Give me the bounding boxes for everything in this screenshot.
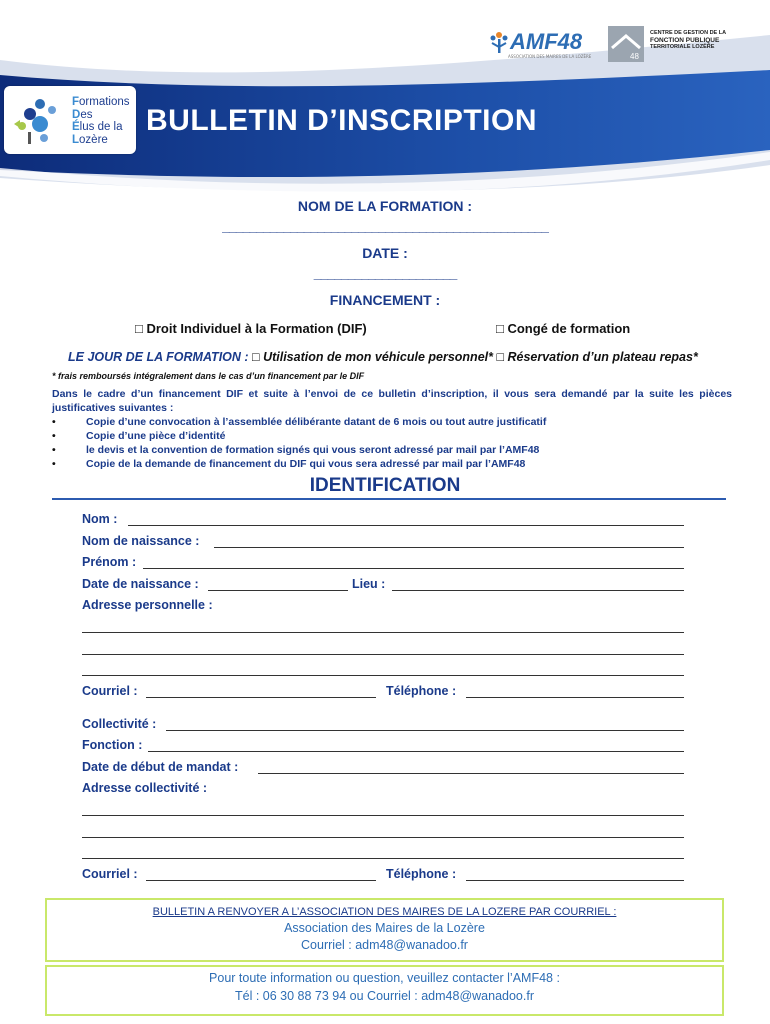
lieu-field[interactable] <box>392 590 684 591</box>
amf-logo-subtitle: ASSOCIATION DES MAIRES DE LA LOZÈRE <box>508 54 592 59</box>
jour-formation <box>68 350 698 364</box>
date-mandat-label: Date de début de mandat : <box>82 760 239 774</box>
cdg-logo <box>608 26 728 66</box>
renvoi-box <box>45 898 724 962</box>
fonction-label: Fonction : <box>82 738 143 752</box>
pieces-list <box>52 415 546 471</box>
telephone-perso-label: Téléphone : <box>386 684 457 698</box>
formation-name-field[interactable]: ________________________________________________ <box>222 218 548 234</box>
page-title: BULLETIN D’INSCRIPTION <box>146 104 537 137</box>
financement-label: FINANCEMENT : <box>329 292 441 308</box>
adresse-collectivite-line-2[interactable] <box>82 837 684 838</box>
courriel-perso-label: Courriel : <box>82 684 138 698</box>
date-naissance-field[interactable] <box>208 590 348 591</box>
adresse-perso-line-2[interactable] <box>82 654 684 655</box>
adresse-perso-label: Adresse personnelle : <box>82 598 213 612</box>
collectivite-label: Collectivité : <box>82 717 157 731</box>
list-item: • Copie d’une pièce d’identité <box>52 429 546 443</box>
nom-label: Nom : <box>82 512 118 526</box>
formation-name-label: NOM DE LA FORMATION : <box>297 198 473 214</box>
telephone-collectivite-label: Téléphone : <box>386 867 457 881</box>
amf-tree-icon <box>488 29 510 55</box>
lieu-label: Lieu : <box>352 577 386 591</box>
telephone-perso-field[interactable] <box>466 697 684 698</box>
prenom-field[interactable] <box>143 568 684 569</box>
adresse-collectivite-line-3[interactable] <box>82 858 684 859</box>
date-label: DATE : <box>362 245 408 261</box>
formations-elus-logo <box>4 86 136 154</box>
amf-logo-text: AMF48 <box>510 29 583 54</box>
prenom-label: Prénom : <box>82 555 137 569</box>
fonction-field[interactable] <box>148 751 684 752</box>
telephone-collectivite-field[interactable] <box>466 880 684 881</box>
jour-label: LE JOUR DE LA FORMATION : <box>68 350 249 364</box>
adresse-collectivite-label: Adresse collectivité : <box>82 781 208 795</box>
adresse-collectivite-line-1[interactable] <box>82 815 684 816</box>
list-item: • Copie de la demande de financement du DIF qui vous sera adressé par mail par l’AMF48 <box>52 457 546 471</box>
dif-checkbox[interactable]: □ Droit Individuel à la Formation (DIF) <box>135 321 367 336</box>
nom-field[interactable] <box>128 525 684 526</box>
date-mandat-field[interactable] <box>258 773 684 774</box>
identification-title: IDENTIFICATION <box>309 475 461 496</box>
formations-logo-text: Formations Des Élus de la Lozère <box>72 96 130 146</box>
amf48-logo <box>488 27 598 63</box>
courriel-collectivite-label: Courriel : <box>82 867 138 881</box>
courriel-perso-field[interactable] <box>146 697 376 698</box>
list-item: • Copie d’une convocation à l’assemblée délibérante datant de 6 mois ou tout autre justificatif <box>52 415 546 429</box>
date-naissance-label: Date de naissance : <box>82 577 199 591</box>
frais-note: * frais remboursés intégralement dans le cas d’un financement par le DIF <box>52 371 365 381</box>
dif-paragraph: Dans le cadre d’un financement DIF et suite à l’envoi de ce bulletin d’inscription, il vous sera demandé par la suite les pièces justificatives suivantes : <box>52 388 732 414</box>
nom-naissance-label: Nom de naissance : <box>82 534 200 548</box>
courriel-collectivite-field[interactable] <box>146 880 376 881</box>
cdg-number: 48 <box>630 52 639 61</box>
contact-info-text: Pour toute information ou question, veuillez contacter l’AMF48 : <box>209 971 560 985</box>
adresse-perso-line-1[interactable] <box>82 632 684 633</box>
contact-details[interactable]: Tél : 06 30 88 73 94 ou Courriel : adm48@wanadoo.fr <box>235 989 534 1003</box>
date-field[interactable]: _____________________ <box>313 265 457 281</box>
conge-checkbox[interactable]: □ Congé de formation <box>496 321 631 336</box>
cdg-logo-text: CENTRE DE GESTION DE LA FONCTION PUBLIQUE TERRITORIALE LOZÈRE <box>650 30 727 50</box>
jour-options[interactable]: □ Utilisation de mon véhicule personnel* □ Réservation d’un plateau repas* <box>252 350 698 364</box>
adresse-perso-line-3[interactable] <box>82 675 684 676</box>
contact-box <box>45 965 724 1016</box>
cdg-emblem-icon <box>608 26 644 62</box>
formations-emblem-icon <box>10 94 68 148</box>
collectivite-field[interactable] <box>166 730 684 731</box>
renvoi-text: BULLETIN A RENVOYER A L’ASSOCIATION DES MAIRES DE LA LOZERE PAR COURRIEL : <box>152 906 617 918</box>
nom-naissance-field[interactable] <box>214 547 684 548</box>
association-email[interactable]: Courriel : adm48@wanadoo.fr <box>301 938 468 952</box>
list-item: • le devis et la convention de formation signés qui vous seront adressé par mail par l’AMF48 <box>52 443 546 457</box>
identification-divider <box>52 498 726 500</box>
association-name: Association des Maires de la Lozère <box>284 921 485 935</box>
